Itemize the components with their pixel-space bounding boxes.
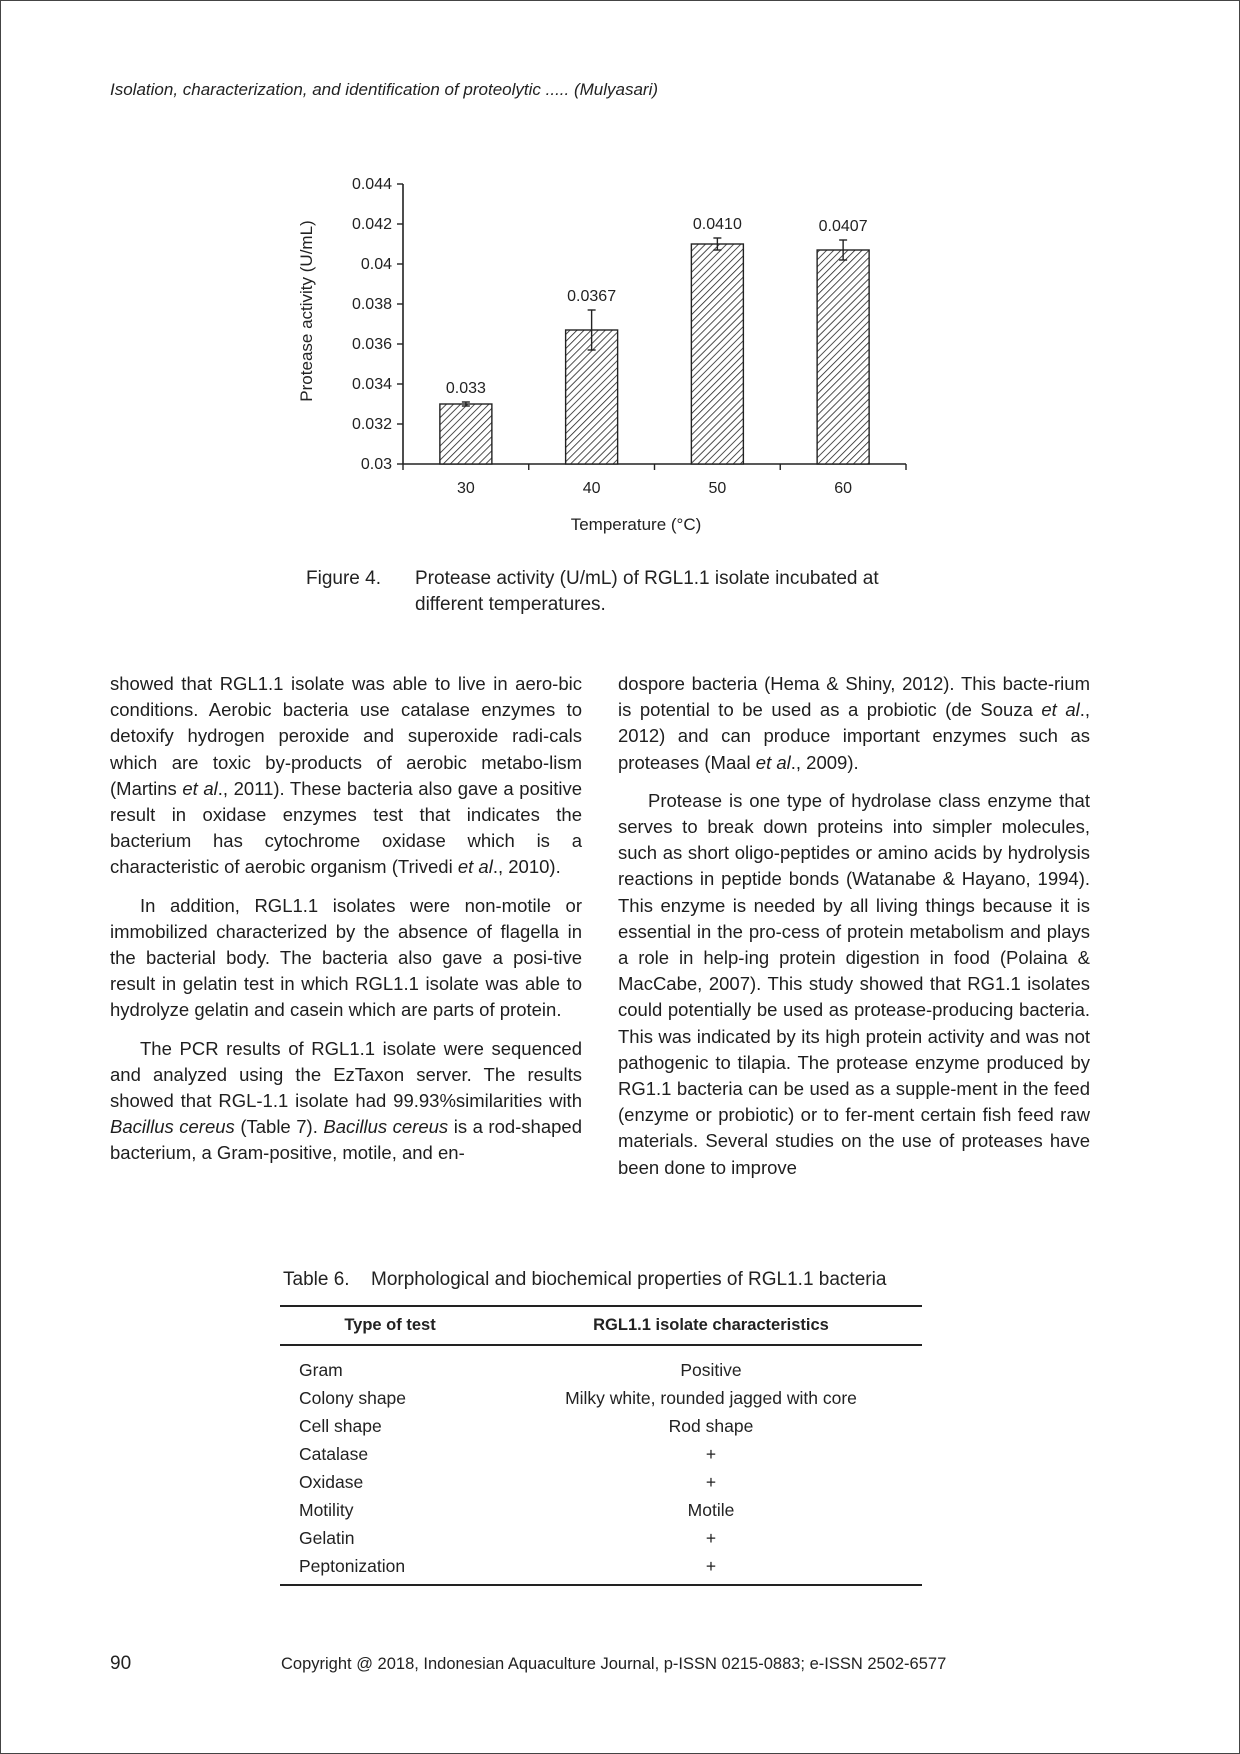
data-label: 0.033 (445, 380, 486, 397)
data-label: 0.0407 (818, 218, 868, 235)
y-axis (352, 176, 403, 473)
table-cell: Cell shape (299, 1416, 382, 1436)
table-cell: Motile (687, 1500, 735, 1520)
page-number: 90 (110, 1653, 132, 1674)
table-header-row (280, 1306, 922, 1345)
table-cell: Motility (299, 1500, 354, 1520)
y-tick-label: 0.03 (360, 456, 392, 473)
italic-run: et al (1041, 699, 1080, 721)
table-caption-text: Morphological and biochemical properties of RGL1.1 bacteria (371, 1269, 887, 1290)
table-cell: Rod shape (668, 1416, 754, 1436)
text-run: ., 2010). (492, 856, 561, 878)
y-tick-label: 0.044 (351, 176, 392, 193)
paragraph (110, 671, 582, 881)
x-tick-label: 50 (708, 480, 727, 497)
italic-run: et al (755, 751, 791, 773)
x-axis (403, 464, 906, 497)
y-axis-title: Protease activity (U/mL) (297, 220, 316, 402)
table-caption (283, 1269, 886, 1291)
table-cell: + (705, 1528, 717, 1548)
text-run: In addition, RGL1.1 isolates were non-motile or immobilized characterized by the absence of flagella in the bacterial body. The bacteria also gave a posi-tive result in gelatin test in which RGL1.1 isolate was able to hydrolyze gelatin and casein which are parts of protein. (110, 894, 582, 1021)
paragraph (110, 893, 582, 1024)
y-tick-label: 0.042 (351, 216, 392, 233)
text-run: Protease is one type of hydrolase class enzyme that serves to break down proteins into simpler molecules, such as short oligo-peptides or amino acids by hydrolysis reactions in peptide bonds (Watanabe & Hayano, 1994). This enzyme is needed by all living things because it is essential in the pro-cess of protein metabolism and plays a role in help-ing protein digestion in food (Polaina & MacCabe, 2007). This study showed that RG1.1 isolates could potentially be used as protease-producing bacteria. This was indicated by its high protein activity and was not pathogenic to tilapia. The protease enzyme produced by RG1.1 bacteria can be used as a supple-ment in the feed (enzyme or probiotic) or to fer-ment certain fish feed raw materials. Several studies on the use of proteases have been done to improve (618, 789, 1090, 1178)
table-cell: Colony shape (299, 1388, 407, 1408)
table-cell: + (500, 1552, 922, 1585)
table-row (280, 1412, 922, 1440)
x-tick-label: 40 (582, 480, 601, 497)
table-header-cell: Type of test (280, 1306, 500, 1345)
y-tick-label: 0.034 (351, 376, 392, 393)
text-run: The PCR results of RGL1.1 isolate were sequenced and analyzed using the EzTaxon server. The results showed that RGL-1.1 isolate had 99.93%similarities with (110, 1037, 582, 1112)
figure-caption-text: Protease activity (U/mL) of RGL1.1 isolate incubated at different temperatures. (415, 568, 879, 615)
italic-run: Bacillus cereus (110, 1116, 235, 1138)
table-cell: Gram (299, 1360, 343, 1380)
table-cell: Milky white, rounded jagged with core (565, 1388, 857, 1408)
italic-run: et al (182, 777, 218, 799)
text-run: (Table 7). (234, 1116, 324, 1138)
table-header-cell: RGL1.1 isolate characteristics (500, 1306, 922, 1345)
running-head: Isolation, characterization, and identification of proteolytic ..... (Mulyasari) (110, 80, 659, 99)
paragraph (110, 1036, 582, 1167)
table-row (280, 1468, 922, 1496)
paragraph (618, 788, 1090, 1181)
x-axis-title: Temperature (°C) (570, 515, 702, 534)
x-tick-label: 60 (834, 480, 853, 497)
table-row (280, 1345, 922, 1384)
bars (440, 216, 869, 464)
table-number: Table 6. (283, 1269, 350, 1290)
italic-run: Bacillus cereus (323, 1116, 449, 1138)
bar (817, 250, 869, 464)
table-row (280, 1552, 922, 1585)
properties-table (280, 1305, 922, 1586)
table-cell: Catalase (299, 1444, 369, 1464)
table-cell: Gelatin (299, 1528, 355, 1548)
text-run: is a rod-shaped bacterium, a Gram-positive, motile, and en- (110, 1116, 583, 1164)
paragraph (618, 671, 1090, 776)
y-tick-label: 0.038 (351, 296, 392, 313)
text-run: ., 2011). These bacteria also gave a positive result in oxidase enzymes test that indicates the bacterium has cytochrome oxidase which is a characteristic of aerobic organism (Trivedi (110, 777, 583, 878)
table-row (280, 1524, 922, 1552)
data-label: 0.0367 (567, 288, 617, 305)
text-run: dospore bacteria (Hema & Shiny, 2012). This bacte-rium is potential to be used as a probiotic (de Souza (618, 673, 1090, 721)
copyright-line: Copyright @ 2018, Indonesian Aquaculture Journal, p-ISSN 0215-0883; e-ISSN 2502-6577 (281, 1655, 947, 1673)
text-run: ., 2012) and can produce important enzymes such as proteases (Maal (618, 699, 1091, 773)
table-cell: + (705, 1444, 717, 1464)
text-run: ., 2009). (790, 751, 859, 773)
x-tick-label: 30 (456, 480, 475, 497)
table-row (280, 1440, 922, 1468)
table-row (280, 1496, 922, 1524)
bar (440, 404, 492, 464)
table-cell: + (705, 1472, 717, 1492)
table-cell: Positive (680, 1360, 742, 1380)
figure-number: Figure 4. (306, 568, 381, 589)
y-tick-label: 0.036 (351, 336, 392, 353)
italic-run: et al (457, 856, 493, 878)
table-row (280, 1384, 922, 1412)
y-tick-label: 0.032 (351, 416, 392, 433)
bar (691, 244, 743, 464)
body-column-right (618, 671, 1090, 1193)
body-column-left (110, 671, 582, 1179)
table-cell: Oxidase (299, 1472, 364, 1492)
table-cell: Peptonization (280, 1552, 500, 1585)
text-run: showed that RGL1.1 isolate was able to live in aero-bic conditions. Aerobic bacteria use catalase enzymes to detoxify hydrogen peroxide and superoxide radi-cals which are toxic by-products of aerobic metabo-lism (Martins (110, 673, 582, 799)
protease-activity-chart (281, 166, 921, 546)
y-tick-label: 0.04 (360, 256, 392, 273)
data-label: 0.0410 (692, 216, 742, 233)
